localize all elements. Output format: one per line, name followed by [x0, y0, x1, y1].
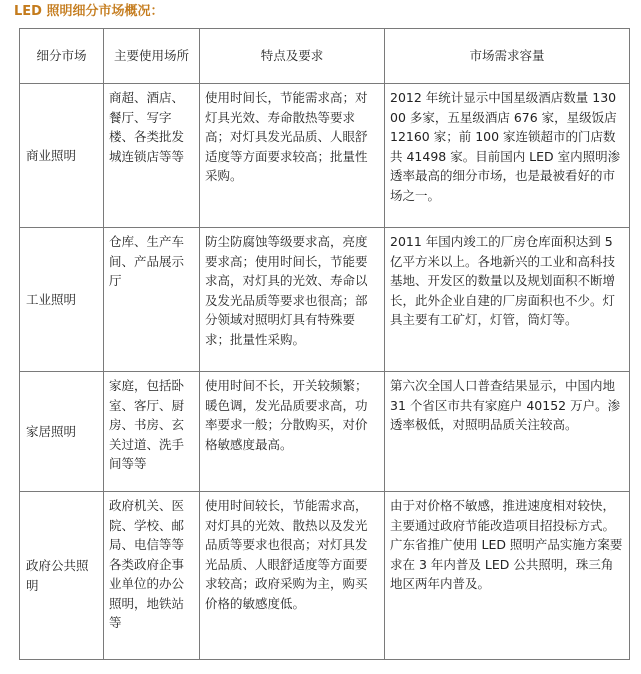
table-row — [20, 372, 630, 492]
header-features: 特点及要求 — [200, 29, 385, 84]
segment-cell: 政府公共照明 — [20, 492, 104, 660]
segment-cell: 家居照明 — [20, 372, 104, 492]
header-venues: 主要使用场所 — [104, 29, 200, 84]
table-header-row — [20, 29, 630, 84]
market-overview-table — [19, 28, 630, 660]
features-cell: 防尘防腐蚀等级要求高，亮度要求高；使用时间长，节能要求高，对灯具的光效、寿命以及发光品质等要求也很高；部分领域对照明灯具有特殊要求；批量性采购。 — [200, 228, 385, 372]
features-cell: 使用时间不长，开关较频繁；暖色调，发光品质要求高，功率要求一般；分散购买，对价格敏感度最高。 — [200, 372, 385, 492]
features-cell: 使用时间长，节能需求高；对灯具光效、寿命散热等要求高；对灯具发光品质、人眼舒适度等方面要求较高；批量性采购。 — [200, 84, 385, 228]
demand-cell: 2011 年国内竣工的厂房仓库面积达到 5 亿平方米以上。各地新兴的工业和高科技基地、开发区的数量以及规划面积不断增长，此外企业自建的厂房面积也不少。灯具主要有工矿灯，灯管，筒灯等。 — [385, 228, 630, 372]
venues-cell: 政府机关、医院、学校、邮局、电信等等各类政府企事业单位的办公照明，地铁站等 — [104, 492, 200, 660]
features-cell: 使用时间较长，节能需求高，对灯具的光效、散热以及发光品质等要求也很高；对灯具发光品质、人眼舒适度等方面要求较高；政府采购为主，购买价格的敏感度低。 — [200, 492, 385, 660]
venues-cell: 仓库、生产车间、产品展示厅 — [104, 228, 200, 372]
table-row — [20, 84, 630, 228]
table-row — [20, 492, 630, 660]
segment-cell: 工业照明 — [20, 228, 104, 372]
demand-cell: 由于对价格不敏感，推进速度相对较快，主要通过政府节能改造项目招投标方式。广东省推广使用 LED 照明产品实施方案要求在 3 年内普及 LED 公共照明，珠三角地区两年内普及。 — [385, 492, 630, 660]
header-demand: 市场需求容量 — [385, 29, 630, 84]
header-segment: 细分市场 — [20, 29, 104, 84]
venues-cell: 商超、酒店、餐厅、写字楼、各类批发城连锁店等等 — [104, 84, 200, 228]
page-title: LED 照明细分市场概况： — [14, 4, 164, 19]
segment-cell: 商业照明 — [20, 84, 104, 228]
demand-cell: 2012 年统计显示中国星级酒店数量 13000 多家，五星级酒店 676 家，星级饭店 12160 家；前 100 家连锁超市的门店数共 41498 家。目前国内 LED 室内照明渗透率最高的细分市场，也是最被看好的市场之一。 — [385, 84, 630, 228]
demand-cell: 第六次全国人口普查结果显示，中国内地 31 个省区市共有家庭户 40152 万户。渗透率极低，对照明品质关注较高。 — [385, 372, 630, 492]
venues-cell: 家庭，包括卧室、客厅、厨房、书房、玄关过道、洗手间等等 — [104, 372, 200, 492]
table-row — [20, 228, 630, 372]
